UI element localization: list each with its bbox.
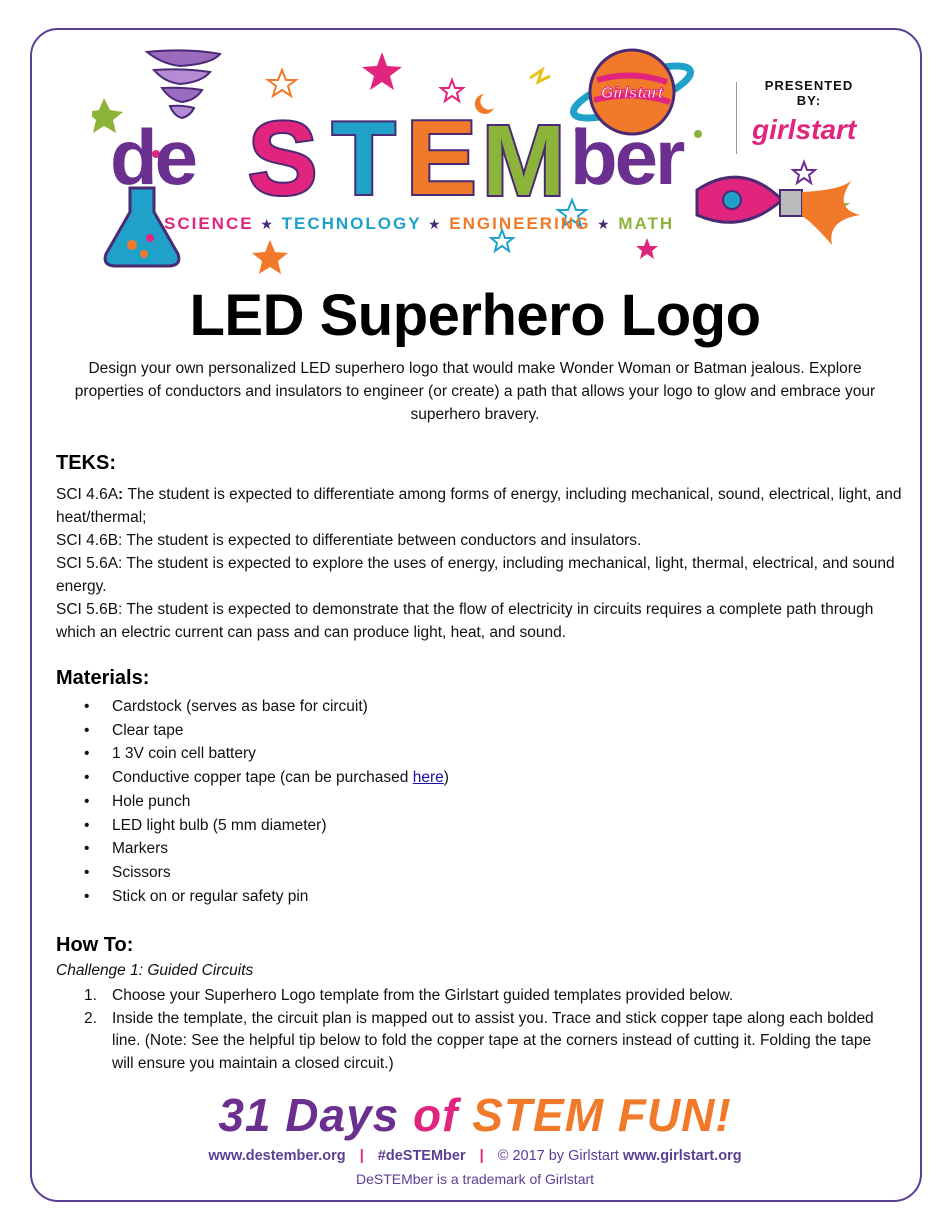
- intro-paragraph: Design your own personalized LED superhero logo that would make Wonder Woman or Batman jealous. Explore properties of conductors and insulators to engineer (or create) a path that allows your logo to glow and embrace your superhero bravery.: [74, 360, 876, 423]
- list-item: • Clear tape: [84, 719, 449, 743]
- presented-divider: [736, 82, 737, 154]
- teks-heading: TEKS:: [56, 452, 116, 474]
- footer-logo-days: 31 Days: [218, 1089, 400, 1141]
- girlstart-link[interactable]: www.girlstart.org: [622, 1148, 742, 1164]
- list-item: • LED light bulb (5 mm diameter): [84, 814, 449, 838]
- list-item: • Cardstock (serves as base for circuit): [84, 695, 449, 719]
- subline-math: MATH: [618, 214, 675, 233]
- logo-letter-s: S: [248, 101, 318, 217]
- teks-item: SCI 5.6A: The student is expected to explore the uses of energy, including mechanical, light, thermal, electrical, and sound energy.: [56, 555, 895, 595]
- teks-list: [56, 483, 906, 644]
- star-icon: [636, 238, 658, 259]
- lightning-icon: [530, 70, 550, 82]
- step-number: 1.: [84, 987, 97, 1004]
- footer-links: [0, 1148, 950, 1164]
- stem-subline: [164, 214, 674, 234]
- list-item: • Hole punch: [84, 790, 449, 814]
- logo-letter-m: M: [482, 105, 566, 217]
- materials-list: [84, 695, 449, 908]
- logo-letter-t: T: [332, 101, 396, 217]
- purchase-link[interactable]: here: [412, 769, 444, 787]
- page-title: LED Superhero Logo: [189, 283, 761, 348]
- footer-logo-fun: STEM FUN!: [472, 1089, 732, 1141]
- teks-item: SCI 5.6B: The student is expected to demonstrate that the flow of electricity in circuits requires a complete path through which an electric current can pass and can produce light, heat, and sound.: [56, 601, 874, 641]
- teks-text: The student is expected to explore the uses of energy, including mechanical, light, thermal, electrical, and sound energy.: [56, 555, 895, 595]
- teks-text: The student is expected to differentiate among forms of energy, including mechanical, sound, electrical, light, and heat/thermal;: [56, 486, 902, 526]
- step-text: Choose your Superhero Logo template from the Girlstart guided templates provided below.: [112, 987, 734, 1004]
- howto-heading: How To:: [56, 934, 134, 956]
- destember-banner: [92, 40, 862, 275]
- separator: |: [479, 1148, 484, 1164]
- destember-link[interactable]: www.destember.org: [208, 1148, 346, 1164]
- step-number: 2.: [84, 1009, 97, 1027]
- trademark-note: DeSTEMber is a trademark of Girlstart: [355, 1171, 595, 1187]
- teks-code: SCI 5.6A: [56, 555, 119, 572]
- teks-text: The student is expected to differentiate between conductors and insulators.: [126, 532, 642, 549]
- dot-icon: [694, 130, 702, 138]
- planet-label: Girlstart: [600, 85, 664, 102]
- rocket-icon: [697, 177, 860, 245]
- logo-de: de: [110, 113, 196, 201]
- teks-text: The student is expected to demonstrate that the flow of electricity in circuits requires a complete path through which an electric current can pass and can produce light, heat, and sound.: [56, 601, 874, 641]
- subline-engineering: ENGINEERING: [449, 214, 591, 233]
- footer-logo: [0, 1088, 950, 1142]
- girlstart-logo: girlstart: [752, 114, 857, 145]
- star-icon: [793, 162, 815, 183]
- subline-science: SCIENCE: [164, 214, 254, 233]
- steps-list: [84, 985, 874, 1075]
- star-icon: ★: [260, 216, 275, 232]
- teks-code: SCI 4.6A: [56, 486, 119, 503]
- presented-by: PRESENTED BY:: [764, 78, 854, 108]
- logo-letter-e: E: [406, 99, 477, 217]
- tornado-icon: [147, 50, 220, 118]
- teks-code: SCI 5.6B: [56, 601, 119, 618]
- teks-code: SCI 4.6B: [56, 532, 119, 549]
- star-icon: ★: [597, 216, 612, 232]
- teks-item: SCI 4.6A: The student is expected to differentiate among forms of energy, including mechanical, sound, electrical, light, and heat/thermal;: [56, 486, 902, 526]
- subline-technology: TECHNOLOGY: [281, 214, 422, 233]
- banner-art: [92, 40, 862, 275]
- step-item: [84, 985, 874, 1008]
- separator: |: [359, 1148, 364, 1164]
- list-item: [84, 766, 449, 790]
- logo-ber: ber: [570, 113, 683, 201]
- materials-heading: Materials:: [56, 667, 150, 689]
- star-icon: [252, 240, 288, 274]
- list-item: • 1 3V coin cell battery: [84, 742, 449, 766]
- copyright: © 2017 by Girlstart: [497, 1148, 619, 1164]
- star-icon: ★: [427, 216, 443, 232]
- step-item: [84, 1008, 874, 1076]
- list-item: • Scissors: [84, 861, 449, 885]
- hashtag: #deSTEMber: [377, 1148, 466, 1164]
- list-item-text: Conductive copper tape (can be purchased: [112, 769, 413, 787]
- teks-item: SCI 4.6B: The student is expected to differentiate between conductors and insulators.: [56, 532, 642, 549]
- list-item: • Markers: [84, 837, 449, 861]
- star-icon: [268, 70, 296, 96]
- star-icon: [362, 52, 402, 90]
- challenge-subtitle: Challenge 1: Guided Circuits: [56, 962, 254, 979]
- list-item-suffix: ): [443, 769, 449, 787]
- footer-logo-of: of: [399, 1089, 473, 1141]
- list-item: • Stick on or regular safety pin: [84, 885, 449, 909]
- step-text: Inside the template, the circuit plan is mapped out to assist you. Trace and stick copper tape along each bolded line. (Note: See the helpful tip below to fold the copper tape at the corners instead of cutting it. Folding the tape will ensure you maintain a closed circuit.): [112, 1009, 874, 1072]
